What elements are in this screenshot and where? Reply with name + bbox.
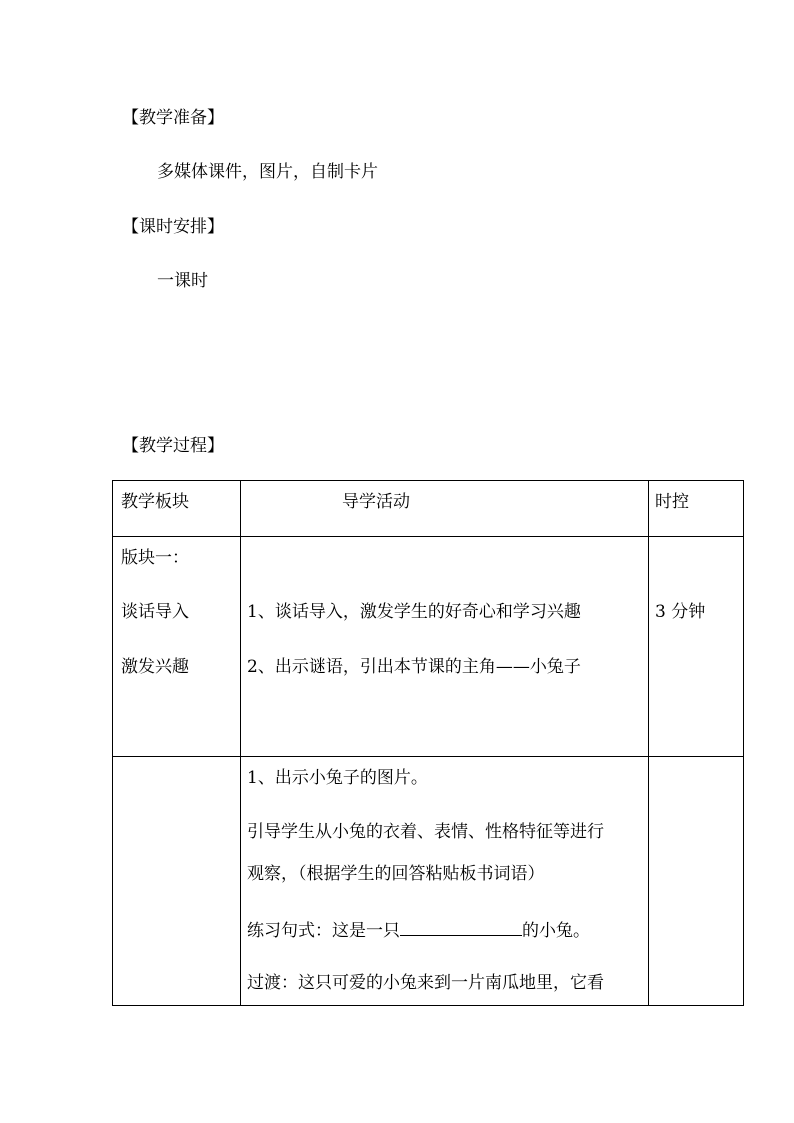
sentence-pattern-prefix: 练习句式：这是一只 [247, 921, 400, 941]
row1-activity-line-1: 1、谈话导入，激发学生的好奇心和学习兴趣 [247, 602, 581, 622]
row2-activity-line-5: 过渡：这只可爱的小兔来到一片南瓜地里，它看 [247, 973, 604, 993]
row2-activity-line-1: 1、出示小兔子的图片。 [247, 768, 428, 788]
table-divider-1 [240, 480, 241, 1006]
table-border-header [112, 536, 744, 537]
table-border-bottom [112, 1005, 744, 1006]
row2-activity-line-2: 引导学生从小兔的衣着、表情、性格特征等进行 [247, 822, 604, 842]
fill-in-blank [400, 918, 522, 936]
table-border-row1 [112, 756, 744, 757]
row1-module-line-1: 版块一： [121, 548, 189, 568]
lesson-process-table [112, 480, 744, 1006]
header-activity: 导学活动 [342, 492, 410, 512]
schedule-heading: 【课时安排】 [122, 217, 224, 237]
row1-module-line-2: 谈话导入 [121, 602, 189, 622]
preparation-heading: 【教学准备】 [122, 108, 224, 128]
row2-activity-line-4 [247, 918, 590, 941]
table-border-right [743, 480, 744, 1006]
row1-module-line-3: 激发兴趣 [121, 657, 189, 677]
preparation-content: 多媒体课件，图片，自制卡片 [157, 162, 378, 182]
header-module: 教学板块 [121, 492, 189, 512]
schedule-content: 一课时 [157, 271, 208, 291]
table-divider-2 [648, 480, 649, 1006]
process-heading: 【教学过程】 [122, 436, 224, 456]
header-time: 时控 [655, 492, 689, 512]
table-border-left [112, 480, 113, 1006]
table-border-top [112, 480, 744, 481]
row2-activity-line-3: 观察，（根据学生的回答粘贴板书词语） [247, 864, 545, 884]
row1-time: 3 分钟 [655, 602, 706, 622]
row1-activity-line-2: 2、出示谜语，引出本节课的主角——小兔子 [247, 657, 581, 677]
sentence-pattern-suffix: 的小兔。 [522, 921, 590, 941]
